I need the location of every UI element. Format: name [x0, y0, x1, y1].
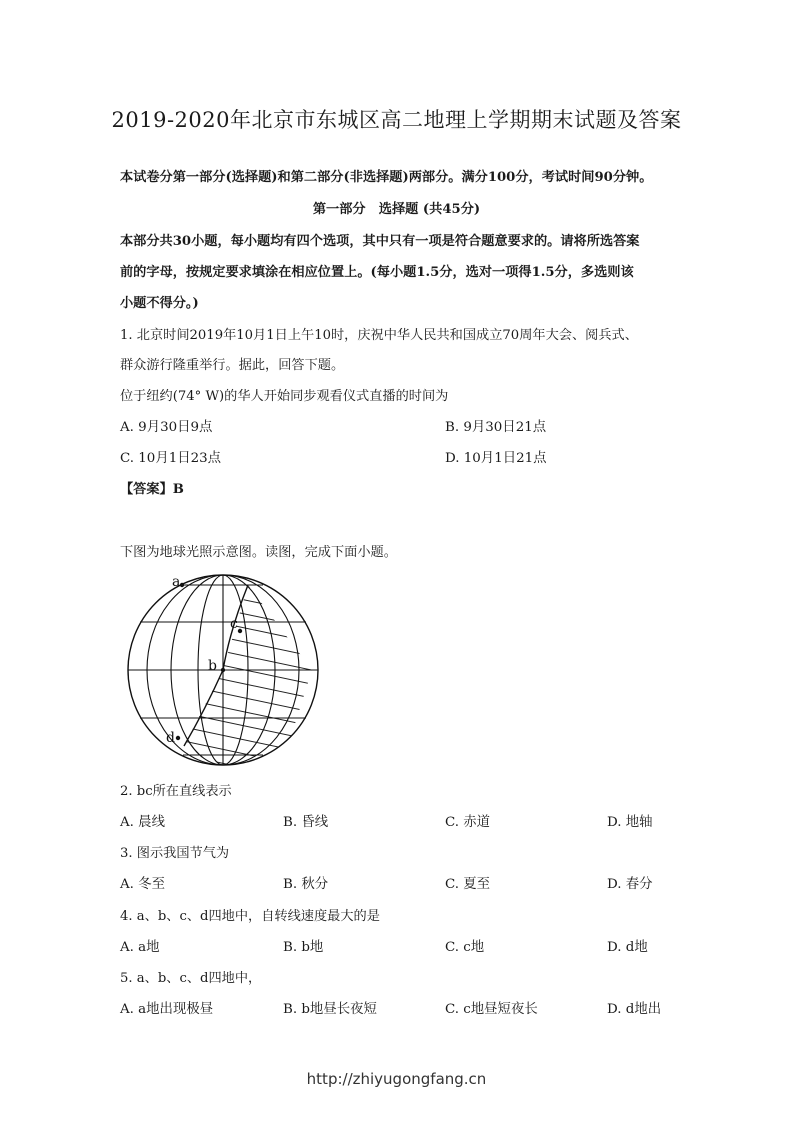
q1-answer: 【答案】B: [120, 482, 184, 497]
label-b: b: [208, 658, 217, 674]
q3-option-c: C. 夏至: [445, 877, 491, 892]
point-a: [180, 583, 184, 587]
q2-option-a: A. 晨线: [120, 815, 165, 830]
part1-instructions-line: 小题不得分。): [120, 296, 199, 311]
q3-option-b: B. 秋分: [283, 877, 329, 892]
q2-option-d: D. 地轴: [607, 815, 653, 830]
q4-option-b: B. b地: [283, 940, 324, 955]
q1-option-d: D. 10月1日21点: [445, 451, 547, 466]
label-d: d: [166, 730, 175, 746]
q4-option-c: C. c地: [445, 940, 485, 955]
label-a: a: [172, 574, 181, 590]
exam-intro: 本试卷分第一部分(选择题)和第二部分(非选择题)两部分。满分100分，考试时间90分钟。: [120, 170, 653, 185]
q2-stem: 2. bc所在直线表示: [120, 784, 232, 799]
page-title: 2019-2020年北京市东城区高二地理上学期期末试题及答案: [111, 108, 682, 132]
figure-intro: 下图为地球光照示意图。读图，完成下面小题。: [120, 545, 397, 560]
q5-option-d: D. d地出: [607, 1002, 662, 1017]
q5-option-a: A. a地出现极昼: [120, 1002, 214, 1017]
q2-option-b: B. 昏线: [283, 815, 329, 830]
point-c: [238, 629, 242, 633]
label-c: c: [230, 616, 238, 632]
part1-instructions-line: 本部分共30小题，每小题均有四个选项，其中只有一项是符合题意要求的。请将所选答案: [120, 234, 640, 249]
earth-illumination-figure: [110, 570, 340, 770]
part1-heading: 第一部分 选择题 (共45分): [312, 202, 481, 217]
q3-stem: 3. 图示我国节气为: [120, 846, 230, 861]
q5-option-c: C. c地昼短夜长: [445, 1002, 538, 1017]
q1-option-a: A. 9月30日9点: [120, 420, 213, 435]
q2-option-c: C. 赤道: [445, 815, 491, 830]
q1-stem: 1. 北京时间2019年10月1日上午10时，庆祝中华人民共和国成立70周年大会、阅兵式、: [120, 328, 638, 343]
q4-option-a: A. a地: [120, 940, 160, 955]
q5-stem: 5. a、b、c、d四地中，: [120, 971, 262, 986]
point-d: [176, 736, 180, 740]
part1-instructions-line: 前的字母，按规定要求填涂在相应位置上。(每小题1.5分，选对一项得1.5分，多选则该: [120, 265, 634, 280]
q1-option-c: C. 10月1日23点: [120, 451, 222, 466]
q3-option-d: D. 春分: [607, 877, 653, 892]
point-b: [221, 668, 225, 672]
footer-url[interactable]: http://zhiyugongfang.cn: [306, 1070, 487, 1088]
q1-option-b: B. 9月30日21点: [445, 420, 547, 435]
q4-stem: 4. a、b、c、d四地中，自转线速度最大的是: [120, 909, 380, 924]
q1-question: 位于纽约(74° W)的华人开始同步观看仪式直播的时间为: [120, 389, 449, 404]
q1-stem: 群众游行隆重举行。据此，回答下题。: [120, 358, 345, 373]
q5-option-b: B. b地昼长夜短: [283, 1002, 377, 1017]
q3-option-a: A. 冬至: [120, 877, 165, 892]
q4-option-d: D. d地: [607, 940, 648, 955]
